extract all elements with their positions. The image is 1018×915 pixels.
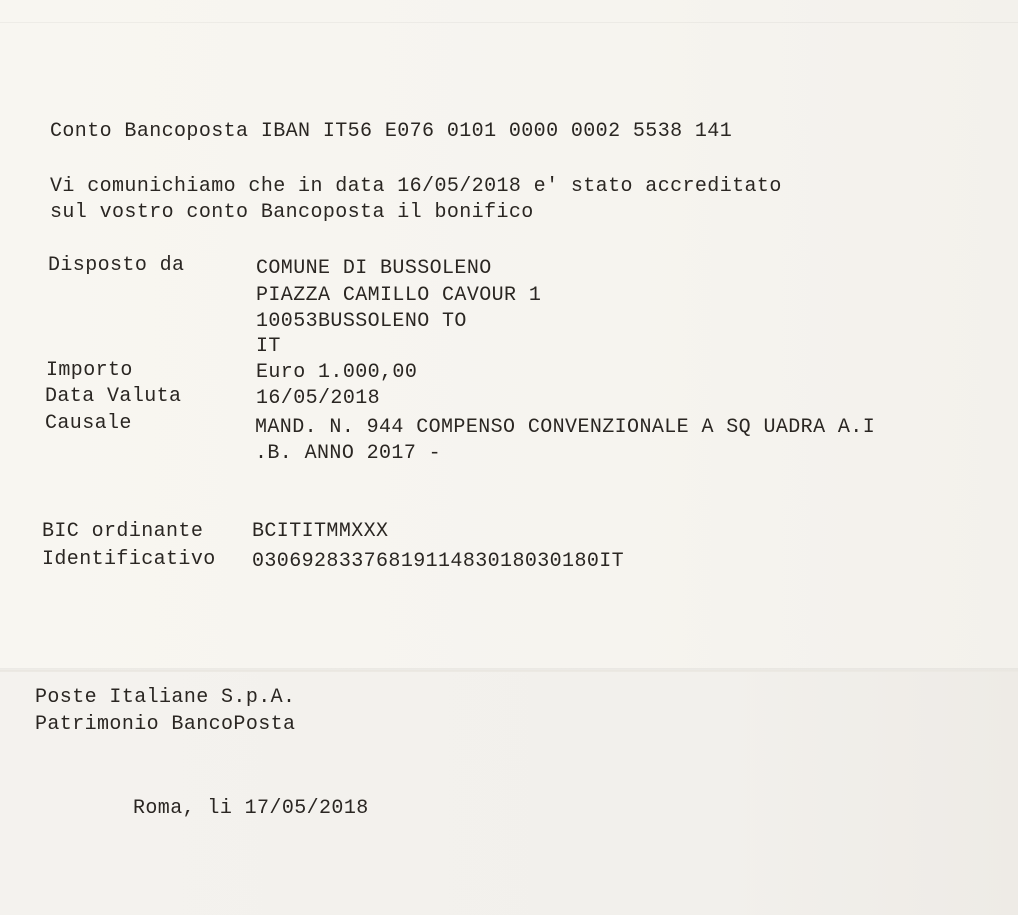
disposto-line: 10053BUSSOLENO TO	[256, 310, 467, 333]
place-date: Roma, li 17/05/2018	[133, 797, 369, 820]
paper-edge	[0, 22, 1018, 23]
causale-line: .B. ANNO 2017 -	[255, 442, 442, 465]
disposto-line: IT	[256, 335, 281, 358]
bic-label: BIC ordinante	[42, 520, 204, 543]
valuta-value: 16/05/2018	[256, 387, 381, 410]
account-line: Conto Bancoposta IBAN IT56 E076 0101 0000 0002 5538 141	[50, 120, 733, 143]
causale-label: Causale	[45, 412, 132, 435]
importo-label: Importo	[46, 359, 133, 382]
importo-value: Euro 1.000,00	[256, 361, 418, 384]
intro-line-2: sul vostro conto Bancoposta il bonifico	[50, 201, 534, 224]
disposto-line: PIAZZA CAMILLO CAVOUR 1	[256, 284, 542, 307]
disposto-line: COMUNE DI BUSSOLENO	[256, 257, 492, 280]
disposto-label: Disposto da	[48, 254, 185, 277]
identificativo-label: Identificativo	[42, 548, 216, 571]
intro-line-1: Vi comunichiamo che in data 16/05/2018 e' stato accreditato	[50, 175, 782, 198]
bic-value: BCITITMMXXX	[252, 520, 389, 543]
company-division: Patrimonio BancoPosta	[35, 713, 296, 736]
valuta-label: Data Valuta	[45, 385, 182, 408]
identificativo-value: 0306928337681911483018030180IT	[252, 550, 625, 573]
company-name: Poste Italiane S.p.A.	[35, 686, 296, 709]
causale-line: MAND. N. 944 COMPENSO CONVENZIONALE A SQ UADRA A.I	[255, 416, 876, 439]
